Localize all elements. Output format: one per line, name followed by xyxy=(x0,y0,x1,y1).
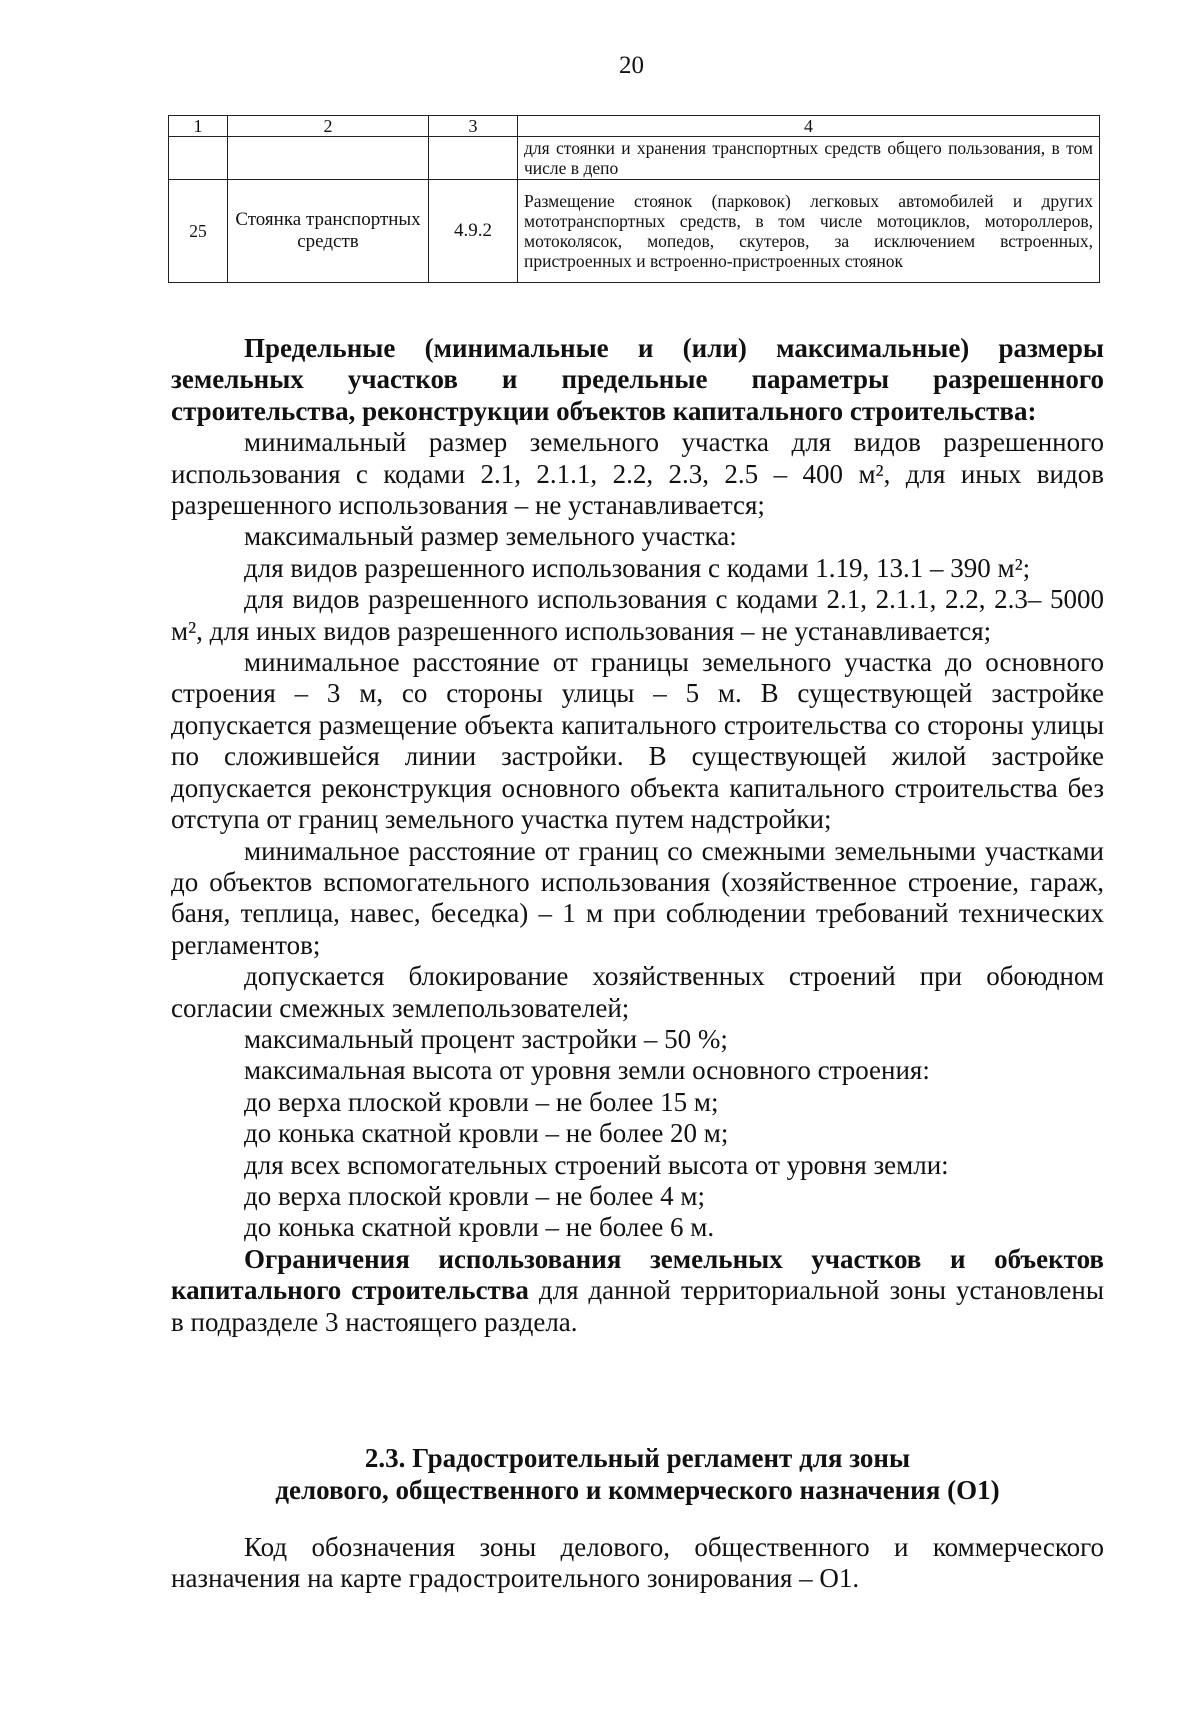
row-description-cell: для стоянки и хранения транспортных средств общего пользования, в том числе в депо xyxy=(518,137,1100,180)
row-code-cell: 4.9.2 xyxy=(429,180,518,283)
table-header-row xyxy=(169,116,1100,137)
regulation-table xyxy=(168,115,1100,283)
max-height-title: максимальная высота от уровня земли основного строения: xyxy=(244,1055,930,1086)
blocking-paragraph: допускается блокирование хозяйственных строений при обоюдном согласии смежных землепользователей; xyxy=(171,961,1104,1023)
min-distance-paragraph: минимальное расстояние от границы земельного участка до основного строения – 3 м, со стороны улицы – 5 м. В существующей застройке допускается размещение объекта капитального строительства со стороны улицы по сложившейся линии застройки. В существующей жилой застройке допускается реконструкция основного объекта капитального строительства без отступа от границ земельного участка путем надстройки; xyxy=(171,647,1104,835)
row-description-cell: Размещение стоянок (парковок) легковых автомобилей и других мототранспортных средств, в том числе мотоциклов, мотороллеров, мотоколясок, мопедов, скутеров, за исключением встроенных, пристроенных и встроенно-пристроенных стоянок xyxy=(518,180,1100,283)
table-header-cell: 3 xyxy=(429,116,518,137)
section-title-line: делового, общественного и коммерческого назначения (О1) xyxy=(275,1475,1000,1505)
flat-roof-main-line: до верха плоской кровли – не более 15 м; xyxy=(244,1086,719,1117)
max-coverage-line: максимальный процент застройки – 50 %; xyxy=(244,1023,728,1054)
max-size-title: максимальный размер земельного участка: xyxy=(244,521,737,552)
zone-code-section xyxy=(171,1532,1104,1595)
restrictions-rest: для данной территориальной зоны установлены в подразделе 3 настоящего раздела. xyxy=(171,1275,1104,1337)
row-code-cell xyxy=(429,137,518,180)
table-row xyxy=(169,180,1100,283)
limits-heading: Предельные (минимальные и (или) максимальные) размеры земельных участков и предельные параметры разрешенного строительства, реконструкции объектов капитального строительства: xyxy=(171,333,1104,426)
restrictions-bold: Ограничения использования земельных участков и объектов капитального строительства xyxy=(171,1243,1104,1306)
table-header-cell: 4 xyxy=(518,116,1100,137)
min-distance-aux-paragraph: минимальное расстояние от границ со смежными земельными участками до объектов вспомогательного использования (хозяйственное строение, гараж, баня, теплица, навес, беседка) – 1 м при соблюдении требований технических регламентов; xyxy=(171,835,1104,960)
table-header-cell: 2 xyxy=(228,116,429,137)
section-heading xyxy=(171,1442,1104,1506)
limits-section xyxy=(171,333,1104,1338)
pitched-roof-main-line: до конька скатной кровли – не более 20 м; xyxy=(244,1118,729,1149)
restrictions-paragraph xyxy=(171,1244,1104,1338)
min-size-paragraph: минимальный размер земельного участка для видов разрешенного использования с кодами 2.1, 2.1.1, 2.2, 2.3, 2.5 – 400 м², для иных видов разрешенного использования – не устанавливается; xyxy=(171,427,1104,521)
aux-height-title: для всех вспомогательных строений высота от уровня земли: xyxy=(244,1149,949,1180)
row-number-cell xyxy=(169,137,228,180)
table-row xyxy=(169,137,1100,180)
pitched-roof-aux-line: до конька скатной кровли – не более 6 м. xyxy=(244,1212,715,1243)
section-title-line: 2.3. Градостроительный регламент для зоны xyxy=(364,1443,911,1473)
table-header-cell: 1 xyxy=(169,116,228,137)
row-name-cell: Стоянка транспортных средств xyxy=(228,180,429,283)
row-number-cell: 25 xyxy=(169,180,228,283)
max-size-item: для видов разрешенного использования с кодами 2.1, 2.1.1, 2.2, 2.3– 5000 м², для иных видов разрешенного использования – не устанавливается; xyxy=(171,584,1104,646)
zone-code-paragraph: Код обозначения зоны делового, общественного и коммерческого назначения на карте градостроительного зонирования – О1. xyxy=(171,1532,1104,1594)
page-number: 20 xyxy=(619,52,644,79)
max-size-item: для видов разрешенного использования с кодами 1.19, 13.1 – 390 м²; xyxy=(244,552,1031,583)
flat-roof-aux-line: до верха плоской кровли – не более 4 м; xyxy=(244,1180,705,1211)
row-name-cell xyxy=(228,137,429,180)
